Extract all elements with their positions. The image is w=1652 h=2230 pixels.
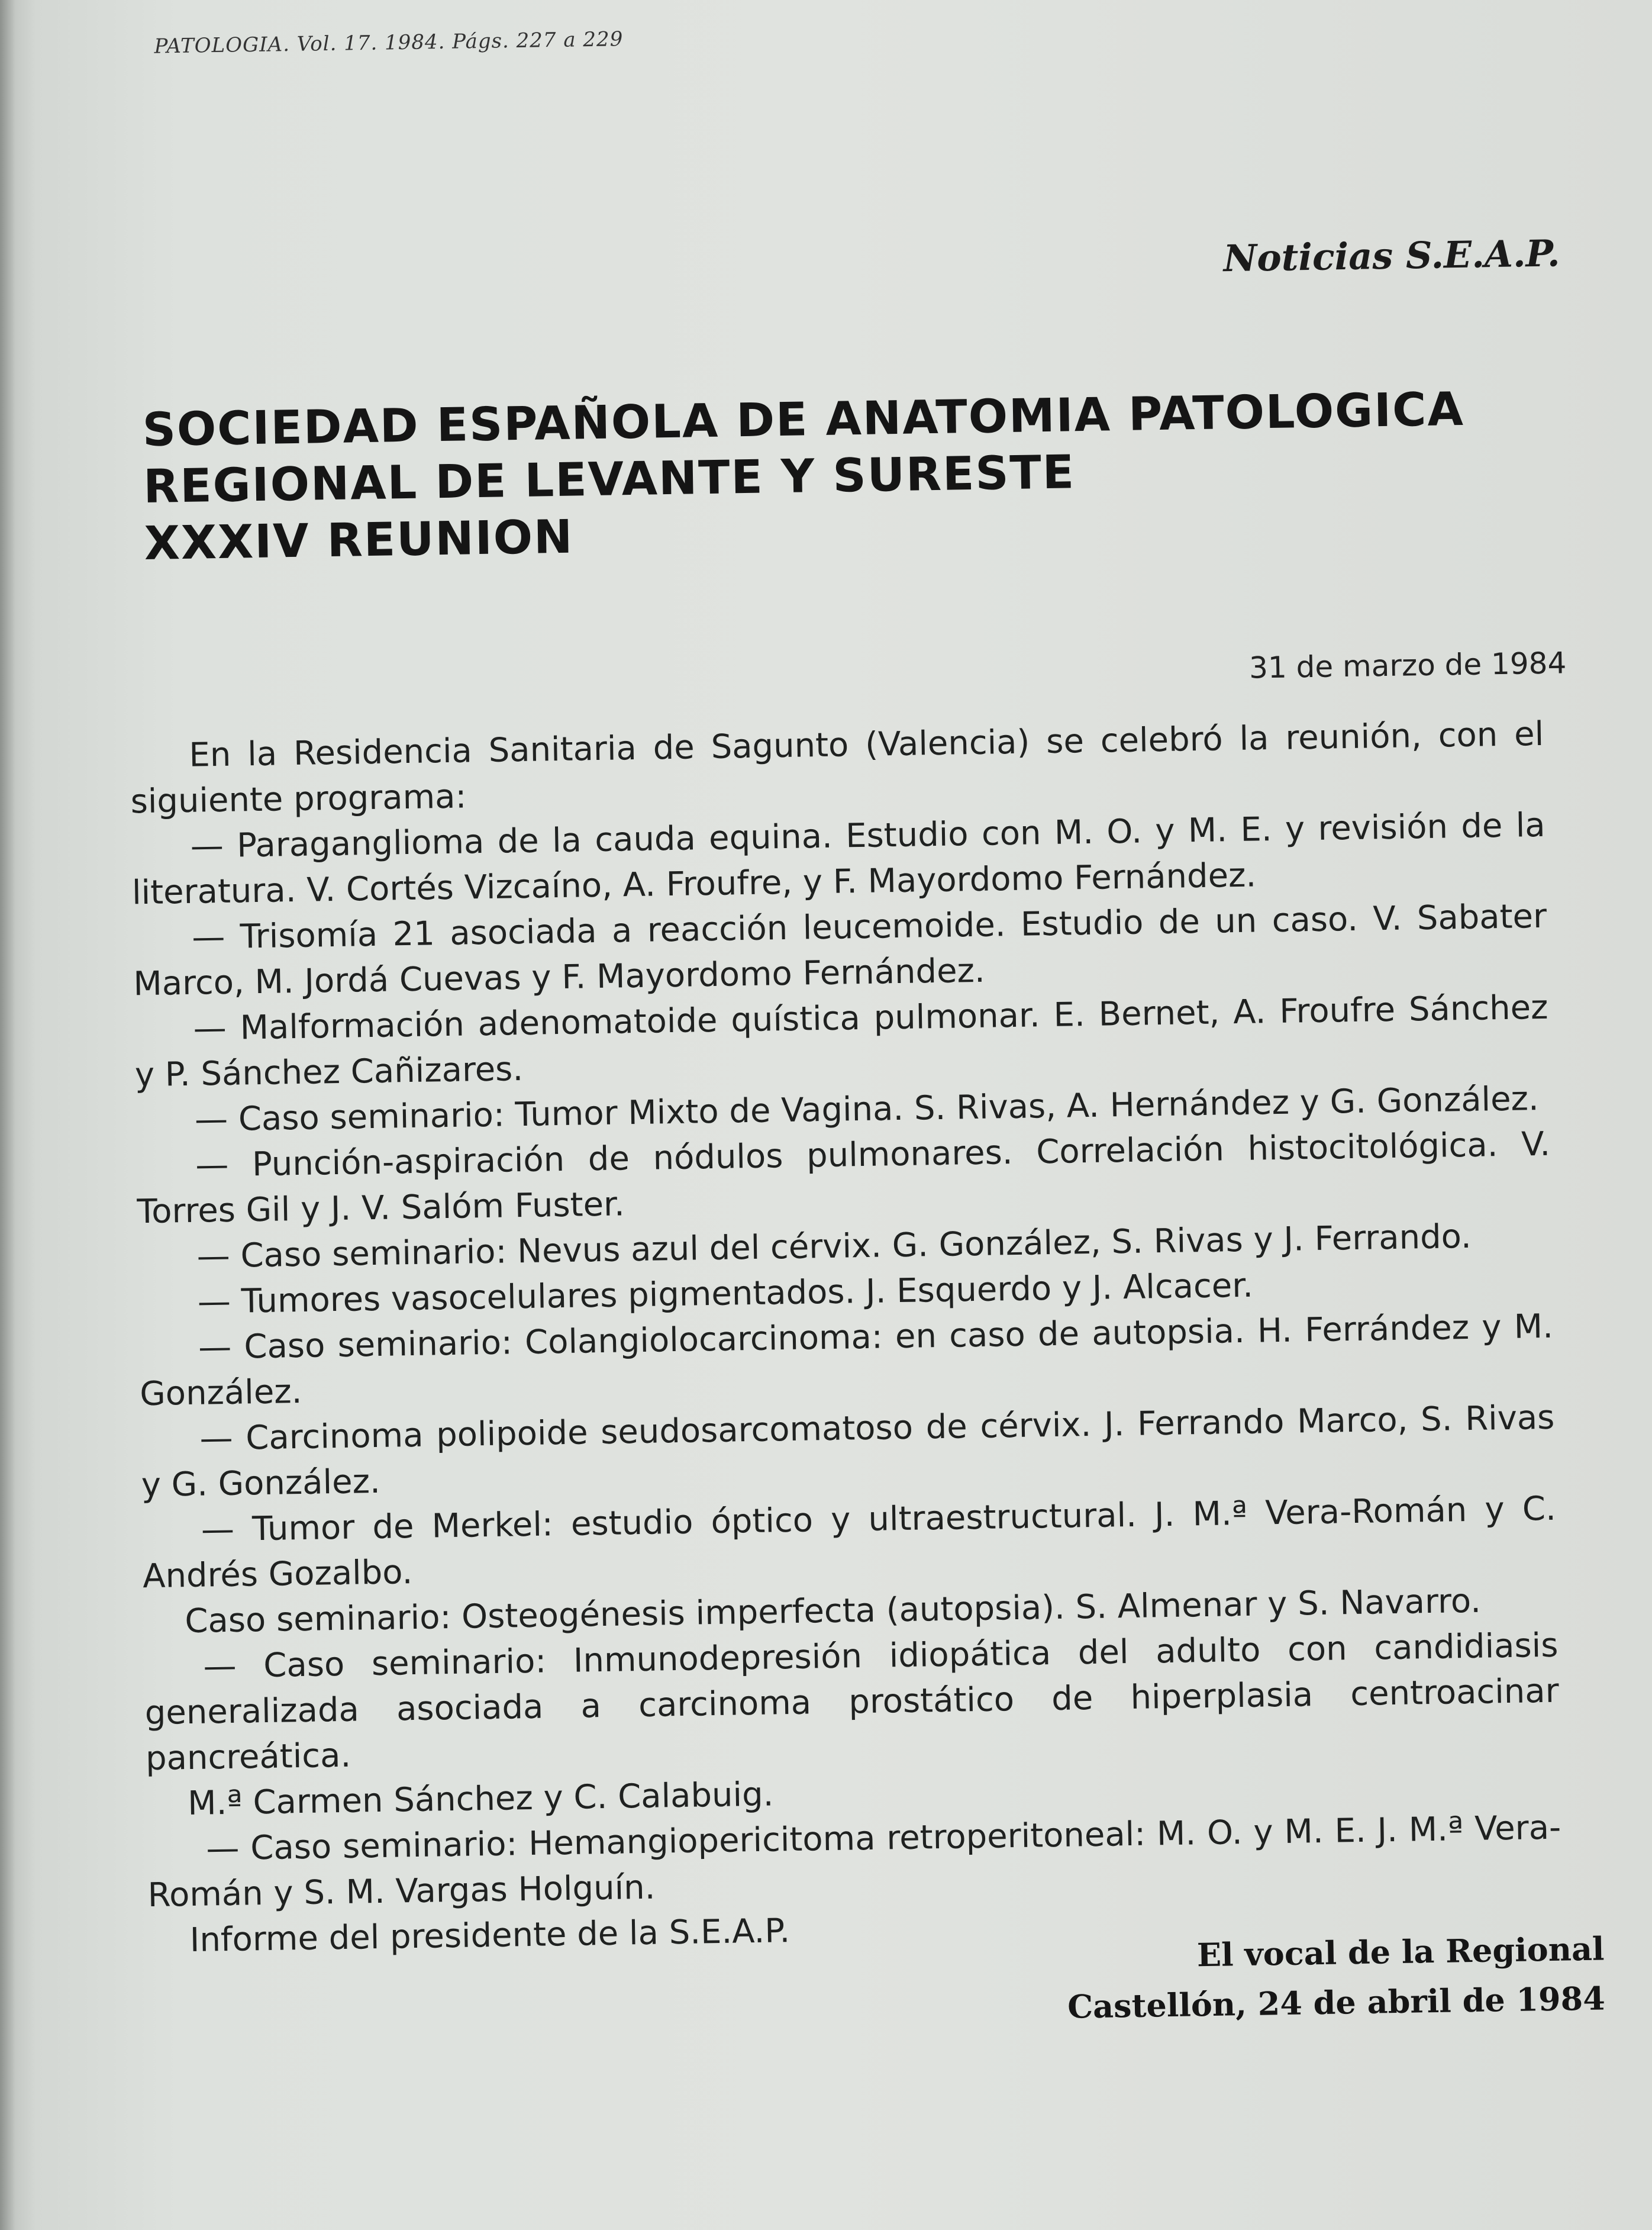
program-item: — Caso seminario: Colangiolocarcinoma: en caso de autopsia. H. Ferrández y M. González. <box>139 1307 1554 1414</box>
program-item: Caso seminario: Osteogénesis imperfecta (autopsia). S. Almenar y S. Navarro. <box>184 1581 1482 1641</box>
article-title <box>142 379 1564 572</box>
program-item: — Caso seminario: Tumor Mixto de Vagina. S. Rivas, A. Hernández y G. González. <box>194 1079 1540 1139</box>
signature-line-1: El vocal de la Regional <box>1196 1929 1605 1974</box>
article-body <box>130 711 1563 1964</box>
program-item: — Caso seminario: Hemangiopericitoma retroperitoneal: M. O. y M. E. J. M.ª Vera-Román y S. M. Vargas Holguín. <box>147 1808 1561 1915</box>
program-item: — Trisomía 21 asociada a reacción leucemoide. Estudio de un caso. V. Sabater Marco, M. Jordá Cuevas y F. Mayordomo Fernández. <box>133 897 1547 1004</box>
program-item: — Caso seminario: Inmunodepresión idiopática del adulto con candidiasis generalizada asociada a carcinoma prostático de hiperplasia centroacinar pancreática. <box>144 1626 1560 1778</box>
title-line-2: REGIONAL DE LEVANTE Y SURESTE <box>143 446 1076 514</box>
program-item: Informe del presidente de la S.E.A.P. <box>189 1912 790 1960</box>
program-item: — Paraganglioma de la cauda equina. Estudio con M. O. y M. E. y revisión de la literatura. V. Cortés Vizcaíno, A. Froufre, y F. Mayordomo Fernández. <box>131 805 1546 913</box>
page-spine-shadow <box>0 0 15 2230</box>
journal-reference: PATOLOGIA. Vol. 17. 1984. Págs. 227 a 229 <box>154 27 624 59</box>
meeting-date: 31 de marzo de 1984 <box>1248 646 1567 685</box>
signature-block <box>1066 1923 1605 2031</box>
section-label: Noticias S.E.A.P. <box>1223 231 1560 281</box>
program-item: — Tumor de Merkel: estudio óptico y ultraestructural. J. M.ª Vera-Román y C. Andrés Gozalbo. <box>142 1489 1557 1596</box>
program-item: M.ª Carmen Sánchez y C. Calabuig. <box>187 1775 774 1823</box>
program-item: — Tumores vasocelulares pigmentados. J. Esquerdo y J. Alcacer. <box>197 1266 1254 1322</box>
program-item: — Caso seminario: Nevus azul del cérvix. G. González, S. Rivas y J. Ferrando. <box>196 1217 1472 1276</box>
program-item: — Punción-aspiración de nódulos pulmonares. Correlación histocitológica. V. Torres Gil y J. V. Salóm Fuster. <box>137 1124 1551 1232</box>
title-line-3: XXXIV REUNION <box>144 510 574 571</box>
signature-line-2: Castellón, 24 de abril de 1984 <box>1067 1979 1606 2026</box>
title-line-1: SOCIEDAD ESPAÑOLA DE ANATOMIA PATOLOGICA <box>142 382 1465 457</box>
page-content <box>101 1 1606 2026</box>
program-item: — Carcinoma polipoide seudosarcomatoso de cérvix. J. Ferrando Marco, S. Rivas y G. González. <box>141 1398 1555 1505</box>
program-item: — Malformación adenomatoide quística pulmonar. E. Bernet, A. Froufre Sánchez y P. Sánchez Cañizares. <box>134 988 1548 1095</box>
intro-paragraph: En la Residencia Sanitaria de Sagunto (Valencia) se celebró la reunión, con el siguiente programa: <box>130 714 1544 821</box>
